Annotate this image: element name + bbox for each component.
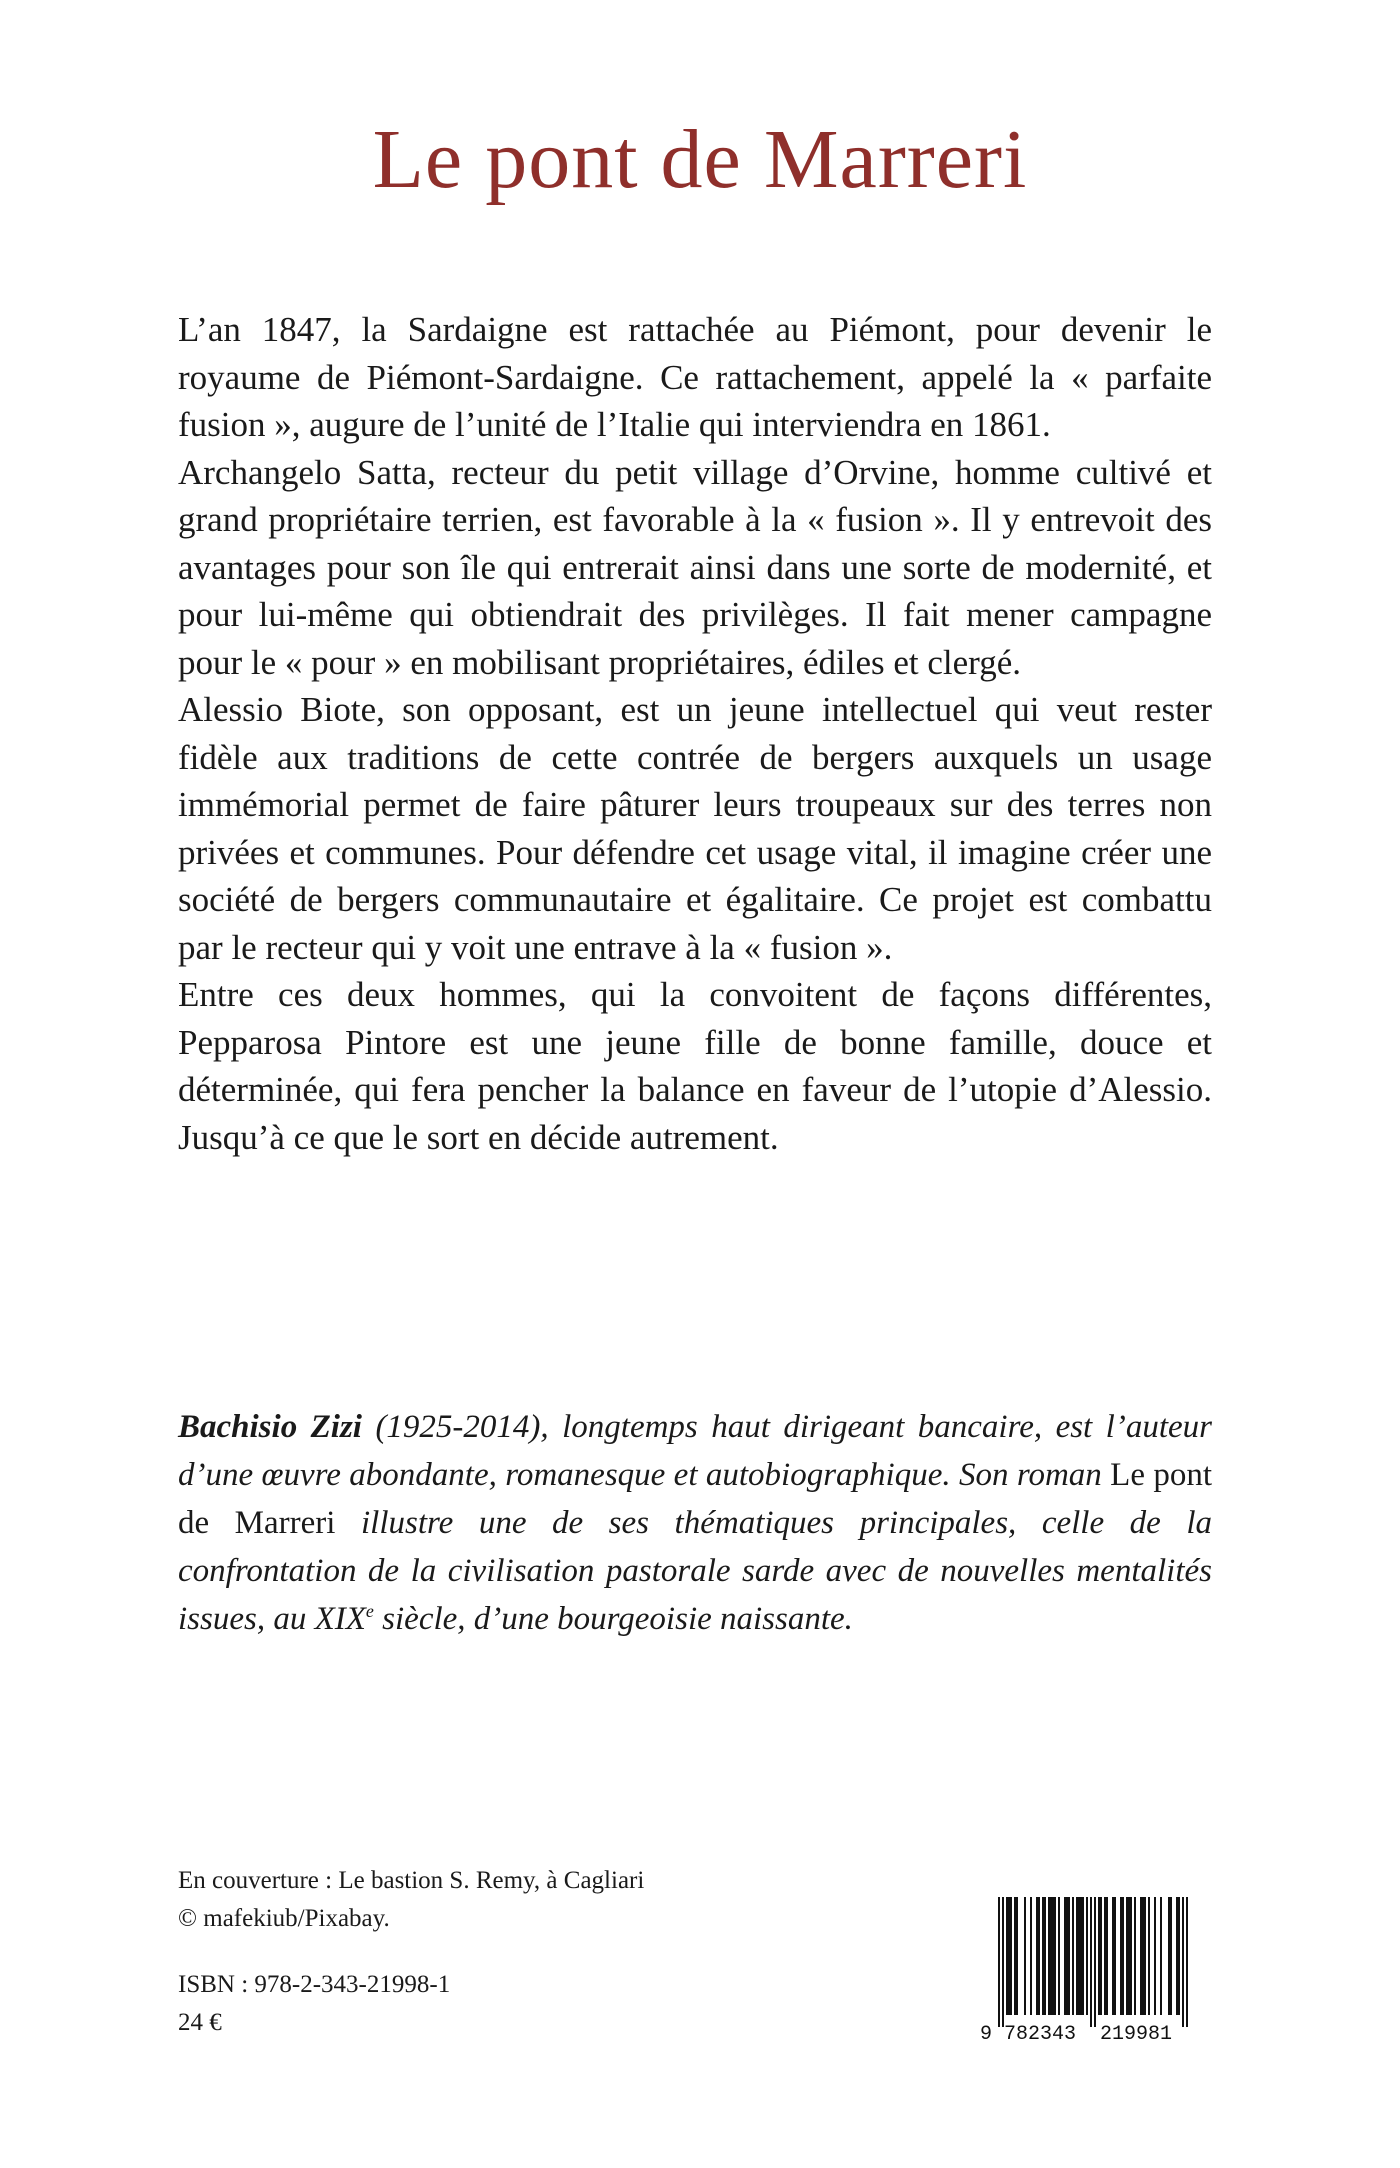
barcode-bar [1064,1897,1066,2015]
back-cover-summary [178,306,1212,1161]
barcode-bar [1148,1897,1150,2015]
barcode-right-digits: 219981 [1100,2023,1173,2046]
barcode-bar [1024,1897,1026,2015]
summary-paragraph: L’an 1847, la Sardaigne est rattachée au Piémont, pour devenir le royaume de Piémont-Sardaigne. Ce rattachement, appelé la « parfaite fusion », augure de l’unité de l’Italie qui interviendra en 1861. [178,310,1212,444]
barcode-bar [1126,1897,1128,2015]
barcode-bar [1030,1897,1032,2015]
century-superscript: e [365,1601,374,1621]
price: 24 € [178,2009,222,2036]
barcode-left-digits: 782343 [1004,2023,1077,2046]
barcode-bar [1176,1897,1178,2015]
barcode-bar [1154,1897,1156,2015]
barcode-first-digit: 9 [980,2023,993,2046]
barcode-bar [1142,1897,1144,2015]
barcode-bar [1120,1897,1122,2015]
isbn-number: ISBN : 978-2-343-21998-1 [178,1971,451,1998]
barcode-bar [1144,1897,1146,2015]
author-biography [178,1403,1212,1643]
barcode-bar [1002,1897,1004,2027]
barcode-bar [1078,1897,1080,2015]
author-bio-text-3: siècle, d’une bourgeoisie naissante. [373,1601,853,1637]
author-bio-text-2: illustre une de ses thématiques principales, celle de la confrontation de la civilisation pastorale sarde avec de nouvelles mentalités issues, au XIX [178,1505,1212,1637]
barcode-bar [1168,1897,1170,2015]
barcode-bar [1014,1897,1016,2015]
book-title: Le pont de Marreri [372,113,1028,206]
barcode-bar [1082,1897,1084,2015]
barcode-bar [1098,1897,1100,2015]
barcode-bar [1072,1897,1074,2015]
author-name: Bachisio Zizi [178,1409,362,1445]
barcode-bar [998,1897,1000,2027]
barcode-bar [1112,1897,1114,2015]
barcode-bar [1178,1897,1180,2015]
cover-credit-line: En couverture : Le bastion S. Remy, à Cagliari [178,1867,645,1894]
isbn-price-block [178,1966,450,2042]
barcode-bar [1038,1897,1040,2015]
barcode-bar [1104,1897,1106,2015]
barcode-bar [1010,1897,1012,2015]
barcode-bar [1106,1897,1108,2015]
barcode-bar [1122,1897,1124,2015]
barcode-bar [1130,1897,1132,2015]
barcode-bar [1016,1897,1018,2015]
summary-paragraph: Entre ces deux hommes, qui la convoitent de façons différentes, Pepparosa Pintore est une jeune fille de bonne famille, douce et déterminée, qui fera pencher la balance en faveur de l’utopie d’Alessio. Jusqu’à ce que le sort en décide autrement. [178,975,1212,1157]
barcode-bar [1114,1897,1116,2015]
barcode-bar [1170,1897,1172,2015]
bio-book-title: Le pont de Marreri [178,1457,1212,1541]
barcode [974,1893,1210,2047]
barcode-bar [1042,1897,1044,2015]
barcode-bar [1066,1897,1068,2015]
barcode-bar [1128,1897,1130,2015]
barcode-bar [1048,1897,1050,2015]
barcode-bar [1044,1897,1046,2015]
barcode-bar [1054,1897,1056,2015]
barcode-bar [1100,1897,1102,2015]
barcode-bar [1068,1897,1070,2015]
barcode-bar [1058,1897,1060,2015]
summary-paragraph: Archangelo Satta, recteur du petit village d’Orvine, homme cultivé et grand propriétaire terrien, est favorable à la « fusion ». Il y entrevoit des avantages pour son île qui entrerait ainsi dans une sorte de modernité, et pour lui-même qui obtiendrait des privilèges. Il fait mener campagne pour le « pour » en mobilisant propriétaires, édiles et clergé. [178,452,1212,682]
barcode-bar [1008,1897,1010,2015]
barcode-bar [1076,1897,1078,2015]
barcode-bar [1006,1897,1008,2015]
barcode-bar [1094,1897,1096,2027]
barcode-bar [1080,1897,1082,2015]
barcode-bar [1160,1897,1162,2015]
barcode-bar [1036,1897,1038,2015]
summary-paragraph: Alessio Biote, son opposant, est un jeune intellectuel qui veut rester fidèle aux traditions de cette contrée de bergers auxquels un usage immémorial permet de faire pâturer leurs troupeaux sur des terres non privées et communes. Pour défendre cet usage vital, il imagine créer une société de bergers communautaire et égalitaire. Ce projet est combattu par le recteur qui y voit une entrave à la « fusion ». [178,690,1212,967]
photo-copyright-line: © mafekiub/Pixabay. [178,1905,390,1932]
barcode-bar [1186,1897,1188,2027]
barcode-bar [1134,1897,1136,2015]
barcode-bar [1090,1897,1092,2027]
barcode-bar [1086,1897,1088,2015]
cover-credits [178,1862,644,1938]
barcode-bar [1050,1897,1052,2015]
barcode-bar [1140,1897,1142,2015]
barcode-bar [1052,1897,1054,2015]
barcode-bar [1182,1897,1184,2027]
author-bio-text-1: (1925-2014), longtemps haut dirigeant bancaire, est l’auteur d’une œuvre abondante, romanesque et autobiographique. Son roman [178,1409,1212,1493]
